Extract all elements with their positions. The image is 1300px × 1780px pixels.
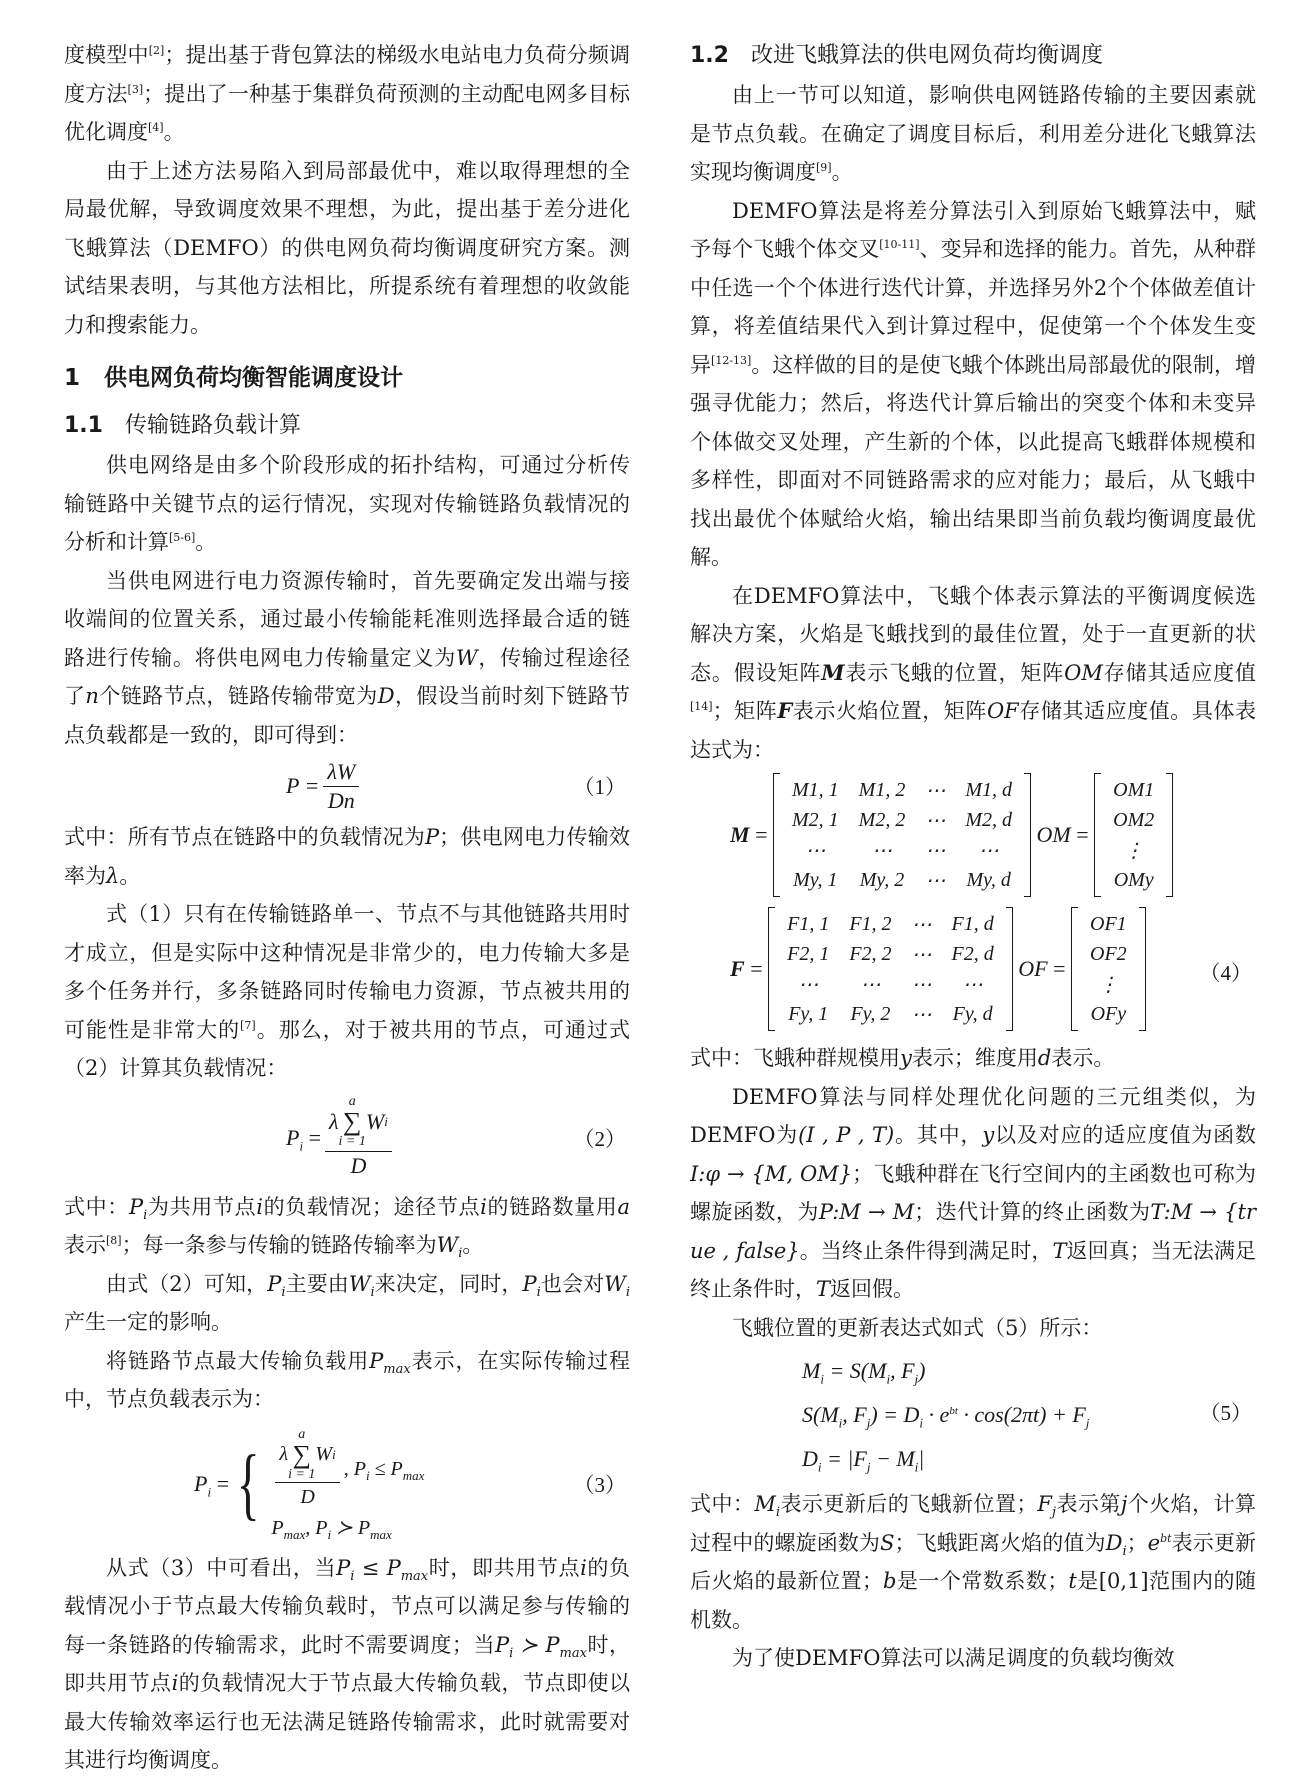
matrix-OF <box>1080 909 1137 1029</box>
paragraph-eq2-legend: 式中：$P_i$为共用节点i的负载情况；途径节点i的链路数量用a表示[8]；每一条参与传输的链路传输率为$W_i$。 <box>64 1194 630 1262</box>
matrix-M-row <box>782 835 1022 865</box>
paragraph-eq1-legend: 式中：所有节点在链路中的负载情况为P；供电网电力传输效率为λ。 <box>64 825 630 888</box>
matrix-M-block: M = M1, 1 M1, 2 ⋯ M1, d M2, 1 M2, 2 ⋯ M2, d ⋯ ⋯ ⋯ ⋯ My, 1 My, 2 ⋯ My, d OM = OM1 OM2 ⋮ OMy <box>730 773 1173 897</box>
matrix-F-cell: Fy, d <box>952 1002 993 1025</box>
equation-3-number: （3） <box>573 1472 626 1497</box>
subsection-heading-1-1: 1.1 传输链路负载计算 <box>64 413 301 438</box>
equation-4-number: （4） <box>1199 961 1252 985</box>
matrix-OM-cell: OM2 <box>1113 808 1155 831</box>
equation-2: $P_i$ = λ a ∑ i = 1 W i D （2） <box>286 1094 626 1178</box>
paragraph-eq3-analysis: 从式（3）中可看出，当$P_i \le P_{max}$时，即共用节点i的负载情况小于节点最大传输负载时，节点可以满足参与传输的每一条链路的传输需求，此时不需要调度；当$P_i$ ≻ $P_{max}$时，即共用节点i的负载情况大于节点最大传输负载，节点即使以最大传输效率运行也无法满足链路传输需求，此时就需要对其进行均衡调度。 <box>64 1555 631 1772</box>
matrix-F-cell: ⋯ <box>798 973 819 996</box>
equation-1-number: （1） <box>573 775 626 799</box>
matrix-OM-row <box>1103 835 1164 865</box>
paragraph-topology: 供电网络是由多个阶段形成的拓扑结构，可通过分析传输链路中关键节点的运行情况，实现对传输链路负载情况的分析和计算[5-6]。 <box>64 453 630 554</box>
matrix-F-cell: ⋯ <box>962 973 983 996</box>
matrix-OF-cell: ⋮ <box>1098 973 1119 996</box>
matrix-M-cell: ⋯ <box>805 839 826 862</box>
paragraph-demfo-intro: DEMFO算法是将差分算法引入到原始飞蛾算法中，赋予每个飞蛾个体交叉[10-11]、变异和选择的能力。首先，从种群中任选一个个体进行迭代计算，并选择另外2个个体做差值计算，将差值结果代入到计算过程中，促使第一个个体发生变异[12-13]。这样做的目的是使飞蛾个体跳出局部最优的限制，增强寻优能力；然后，将迭代计算后输出的突变个体和未变异个体做交叉处理，产生新的个体，以此提高飞蛾群体规模和多样性，即面对不同链路需求的应对能力；最后，从飞蛾中找出最优个体赋给火焰，输出结果即当前负载均衡调度最优解。 <box>690 198 1257 569</box>
paragraph-trailing: 为了使DEMFO算法可以满足调度的负载均衡效 <box>732 1646 1175 1670</box>
matrix-M-row <box>782 775 1022 805</box>
matrix-F-row <box>777 939 1004 969</box>
matrix-M-cell: ⋯ <box>925 779 946 802</box>
matrix-F-row <box>777 999 1004 1029</box>
matrix-F-cell: F1, 2 <box>849 912 892 935</box>
equation-4 <box>690 769 1256 1039</box>
matrix-F-cell: F2, 2 <box>849 942 892 965</box>
matrix-OF-row <box>1080 939 1137 969</box>
equation-3: $P_i$ = { λ a ∑ i = 1 W i D , $P_i \le P_{max}$ $P_{max}$, $P_i$ ≻ $P_{max}$ （3） <box>194 1426 626 1542</box>
paragraph-triple: DEMFO算法与同样处理优化问题的三元组类似，为DEMFO为(I , P , T)。其中，y以及对应的适应度值为函数I:φ → {M, OM}；飞蛾种群在飞行空间内的主函数也可称为螺旋函数，为P:M → M；迭代计算的终止函数为T:M → {tr ue , false}。当终止条件得到满足时，T返回真；当无法满足终止条件时，T返回假。 <box>690 1084 1257 1301</box>
matrix-F-row <box>777 909 1004 939</box>
paragraph-update-intro: 飞蛾位置的更新表达式如式（5）所示： <box>732 1315 1103 1340</box>
section-heading-1: 1 供电网负荷均衡智能调度设计 <box>64 365 404 391</box>
matrix-M-cell: My, 2 <box>859 868 905 891</box>
matrix-F-cell: ⋯ <box>911 1003 932 1026</box>
paragraph-eq4-legend: 式中：飞蛾种群规模用y表示；维度用d表示。 <box>690 1046 1115 1070</box>
matrix-M-cell: M1, d <box>965 778 1012 801</box>
matrix-OF-row <box>1080 999 1137 1029</box>
matrix-OF-row <box>1080 969 1137 999</box>
equation-2-number: （2） <box>573 1126 626 1151</box>
intro-paragraph: 由于上述方法易陷入到局部最优中，难以取得理想的全局最优解，导致调度效果不理想，为此，提出基于差分进化飞蛾算法（DEMFO）的供电网负荷均衡调度研究方案。测试结果表明，与其他方法相比，所提系统有着理想的收敛能力和搜索能力。 <box>64 158 630 337</box>
matrix-F-cell: Fy, 1 <box>788 1002 829 1025</box>
matrix-OM-row <box>1103 805 1164 835</box>
matrix-M-cell: ⋯ <box>978 839 999 862</box>
matrix-OM-row <box>1103 865 1164 895</box>
matrix-M-cell: M1, 1 <box>791 778 839 801</box>
paragraph-eq5-legend: 式中：$M_i$表示更新后的飞蛾新位置；$F_j$表示第j个火焰，计算过程中的螺旋函数为S；飞蛾距离火焰的值为$D_i$；$e^{bt}$表示更新后火焰的最新位置；b是一个常数系数；t是[0,1]范围内的随机数。 <box>690 1492 1257 1632</box>
equation-1: P = $\frac{\lambda W}{Dn}$ （1） <box>286 758 626 813</box>
matrix-OF-cell: OF2 <box>1090 942 1127 965</box>
matrix-F-cell: F2, d <box>951 942 994 965</box>
matrix-M-cell: M2, d <box>965 808 1012 831</box>
matrix-OF-row <box>1080 909 1137 939</box>
matrix-F <box>777 909 1004 1029</box>
equation-5-number: （5） <box>1199 1401 1252 1425</box>
matrix-OM-cell: OM1 <box>1113 778 1155 801</box>
matrix-OF-cell: OF1 <box>1090 912 1127 935</box>
matrix-M-cell: My, d <box>966 868 1011 891</box>
matrix-F-cell: Fy, 2 <box>850 1002 891 1025</box>
paragraph-load-factor: 由上一节可以知道，影响供电网链路传输的主要因素就是节点负载。在确定了调度目标后，利用差分进化飞蛾算法实现均衡调度[9]。 <box>690 83 1256 184</box>
paragraph-max-load: 将链路节点最大传输负载用$P_{max}$表示，在实际传输过程中，节点负载表示为： <box>64 1348 631 1411</box>
matrix-M-cell: M1, 2 <box>858 778 906 801</box>
matrix-OM-cell: ⋮ <box>1123 839 1144 862</box>
matrix-OF-cell: OFy <box>1090 1002 1127 1025</box>
matrix-M-cell: ⋯ <box>925 839 946 862</box>
matrix-OM-row <box>1103 775 1164 805</box>
matrix-F-cell: F2, 1 <box>787 942 830 965</box>
matrix-M-cell: M2, 1 <box>791 808 839 831</box>
matrix-F-cell: ⋯ <box>911 943 932 966</box>
matrix-M-cell: ⋯ <box>871 839 892 862</box>
matrix-F-block: F = F1, 1 F1, 2 ⋯ F1, d F2, 1 F2, 2 ⋯ F2, d ⋯ ⋯ ⋯ ⋯ Fy, 1 Fy, 2 ⋯ Fy, d OF = OF1 OF2 ⋮ OFy <box>730 907 1146 1031</box>
matrix-M-row <box>782 865 1022 895</box>
paragraph-matrix-def: 在DEMFO算法中，飞蛾个体表示算法的平衡调度候选解决方案，火焰是飞蛾找到的最佳位置，处于一直更新的状态。假设矩阵M表示飞蛾的位置，矩阵OM存储其适应度值[14]；矩阵F表示火焰位置，矩阵OF存储其适应度值。具体表达式为： <box>690 583 1257 762</box>
equation-5: $M_i = S(M_i$, $F_j$) $S(M_i$, $F_j) = D_i \cdot e^{bt} \cdot \cos(2\pi t) + F_j$ $D_i = |F_j - M_i|$ （5） <box>802 1358 1252 1475</box>
paragraph-shared-nodes: 式（1）只有在传输链路单一、节点不与其他链路共用时才成立，但是实际中这种情况是非常少的，电力传输大多是多个任务并行，多条链路同时传输电力资源，节点被共用的可能性是非常大的[7]。那么，对于被共用的节点，可通过式（2）计算其负载情况： <box>64 902 631 1080</box>
matrix-M-cell: ⋯ <box>925 869 946 892</box>
matrix-OM <box>1103 775 1164 895</box>
intro-continued-paragraph: 度模型中[2]；提出基于背包算法的梯级水电站电力负荷分频调度方法[3]；提出了一种基于集群负荷预测的主动配电网多目标优化调度[4]。 <box>64 43 631 144</box>
subsection-heading-1-2: 1.2 改进飞蛾算法的供电网负荷均衡调度 <box>690 43 1103 68</box>
matrix-F-row <box>777 969 1004 999</box>
left-column <box>64 36 630 1780</box>
paragraph-transmission: 当供电网进行电力资源传输时，首先要确定发出端与接收端间的位置关系，通过最小传输能耗准则选择最合适的链路进行传输。将供电网电力传输量定义为W，传输过程途径了n个链路节点，链路传输带宽为D，假设当前时刻下链路节点负载都是一致的，即可得到： <box>64 568 631 747</box>
matrix-M-cell: M2, 2 <box>858 808 906 831</box>
matrix-M <box>782 775 1022 895</box>
matrix-F-cell: F1, 1 <box>787 912 830 935</box>
matrix-M-cell: ⋯ <box>925 809 946 832</box>
matrix-OM-cell: OMy <box>1113 868 1154 891</box>
matrix-F-cell: ⋯ <box>911 973 932 996</box>
matrix-F-cell: F1, d <box>951 912 994 935</box>
right-column <box>690 36 1256 1678</box>
matrix-F-cell: ⋯ <box>911 913 932 936</box>
matrix-F-cell: ⋯ <box>860 973 881 996</box>
paragraph-eq2-note: 由式（2）可知，$P_i$主要由$W_i$来决定，同时，$P_i$也会对$W_i$产生一定的影响。 <box>64 1271 631 1334</box>
matrix-M-row <box>782 805 1022 835</box>
matrix-M-cell: My, 1 <box>793 868 838 891</box>
